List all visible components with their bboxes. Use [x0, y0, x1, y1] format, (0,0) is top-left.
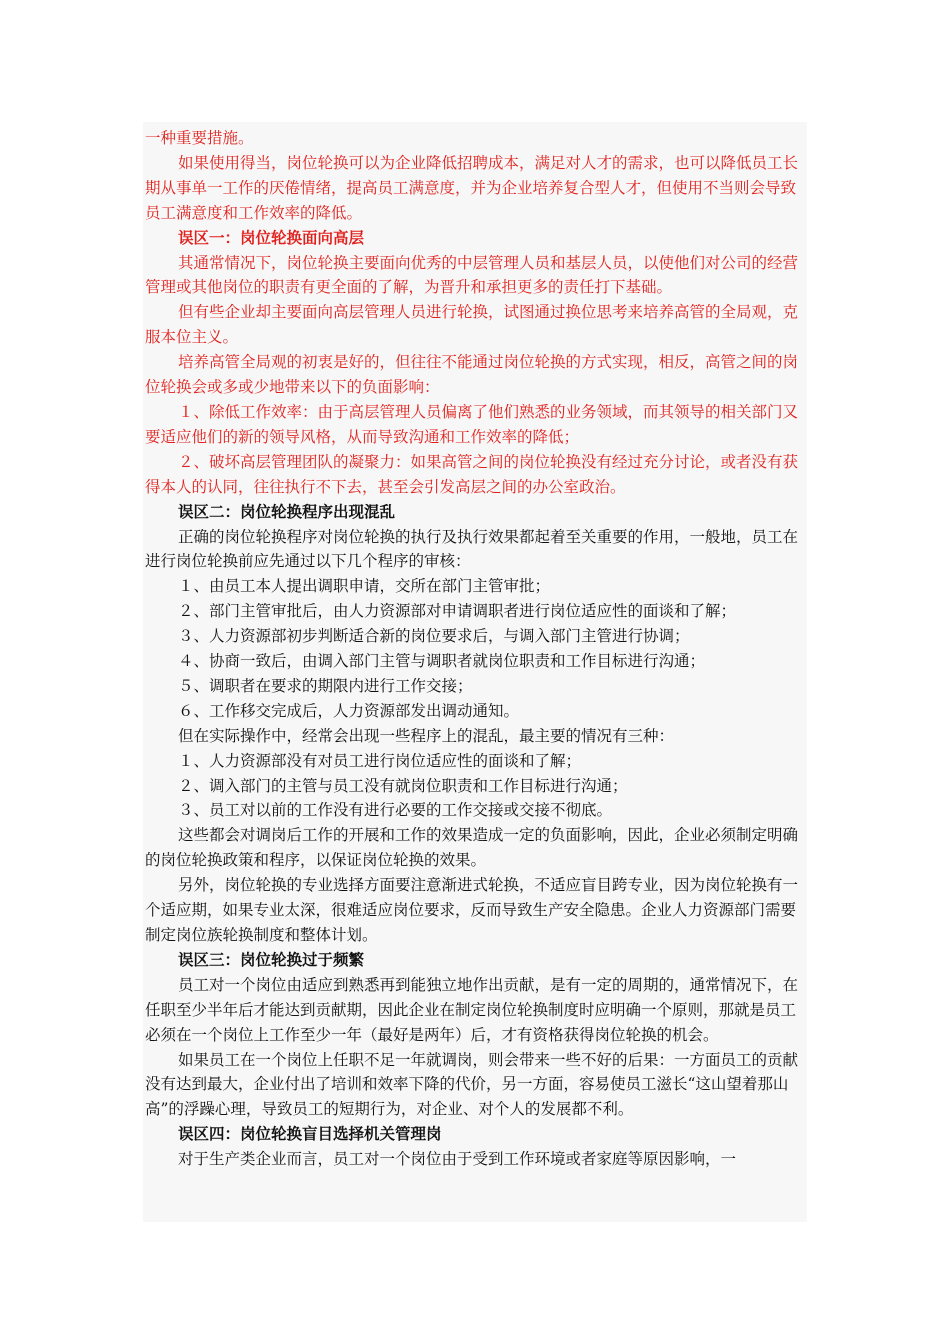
paragraph: 员工对一个岗位由适应到熟悉再到能独立地作出贡献，是有一定的周期的，通常情况下，在任职至少半年后才能达到贡献期，因此企业在制定岗位轮换制度时应明确一个原则，那就是员工必须在一个岗位上工作至少一年（最好是两年）后，才有资格获得岗位轮换的机会。	[145, 975, 799, 1044]
section-heading: 误区一：岗位轮换面向高层	[178, 227, 365, 247]
list-item: １、人力资源部没有对员工进行岗位适应性的面谈和了解；	[178, 751, 582, 770]
paragraph: 其通常情况下，岗位轮换主要面向优秀的中层管理人员和基层人员，以使他们对公司的经营管理或其他岗位的职责有更全面的了解，为晋升和承担更多的责任打下基础。	[145, 253, 799, 297]
paragraph: 正确的岗位轮换程序对岗位轮换的执行及执行效果都起着至关重要的作用，一般地，员工在进行岗位轮换前应先通过以下几个程序的审核：	[145, 527, 799, 571]
list-item: ３、人力资源部初步判断适合新的岗位要求后，与调入部门主管进行协调；	[178, 627, 690, 646]
paragraph: 培养高管全局观的初衷是好的，但往往不能通过岗位轮换的方式实现，相反，高管之间的岗位轮换会或多或少地带来以下的负面影响：	[145, 353, 799, 397]
list-item: ２、调入部门的主管与员工没有就岗位职责和工作目标进行沟通；	[178, 776, 628, 795]
paragraph: 如果员工在一个岗位上任职不足一年就调岗，则会带来一些不好的后果：一方面员工的贡献没有达到最大，企业付出了培训和效率下降的代价，另一方面，容易使员工滋长“这山望着那山高”的浮躁心理，导致员工的短期行为，对企业、对个人的发展都不利。	[145, 1050, 799, 1119]
paragraph: １、除低工作效率：由于高层管理人员偏离了他们熟悉的业务领域，而其领导的相关部门又要适应他们的新的领导风格，从而导致沟通和工作效率的降低；	[145, 402, 799, 446]
list-item: ２、部门主管审批后，由人力资源部对申请调职者进行岗位适应性的面谈和了解；	[178, 602, 737, 621]
paragraph: 但有些企业却主要面向高层管理人员进行轮换，试图通过换位思考来培养高管的全局观，克服本位主义。	[145, 303, 799, 347]
list-item: １、由员工本人提出调职申请，交所在部门主管审批；	[178, 577, 551, 596]
document-body	[145, 126, 805, 1172]
paragraph: 如果使用得当，岗位轮换可以为企业降低招聘成本，满足对人才的需求，也可以降低员工长期从事单一工作的厌倦情绪，提高员工满意度，并为企业培养复合型人才，但使用不当则会导致员工满意度和工作效率的降低。	[145, 153, 799, 222]
section-heading: 误区二：岗位轮换程序出现混乱	[178, 501, 396, 521]
list-item: ５、调职者在要求的期限内进行工作交接；	[178, 676, 473, 695]
paragraph: 另外，岗位轮换的专业选择方面要注意渐进式轮换，不适应盲目跨专业，因为岗位轮换有一个适应期，如果专业太深，很难适应岗位要求，反而导致生产安全隐患。企业人力资源部门需要制定岗位族轮换制度和整体计划。	[145, 876, 799, 944]
paragraph: 这些都会对调岗后工作的开展和工作的效果造成一定的负面影响，因此，企业必须制定明确的岗位轮换政策和程序，以保证岗位轮换的效果。	[145, 826, 799, 870]
paragraph: ２、破坏高层管理团队的凝聚力：如果高管之间的岗位轮换没有经过充分讨论，或者没有获得本人的认同，往往执行不下去，甚至会引发高层之间的办公室政治。	[145, 452, 799, 496]
list-item: ３、员工对以前的工作没有进行必要的工作交接或交接不彻底。	[178, 801, 613, 820]
paragraph: 对于生产类企业而言，员工对一个岗位由于受到工作环境或者家庭等原因影响，一	[178, 1150, 737, 1169]
paragraph: 但在实际操作中，经常会出现一些程序上的混乱，最主要的情况有三种：	[178, 726, 675, 745]
list-item: ４、协商一致后，由调入部门主管与调职者就岗位职责和工作目标进行沟通；	[178, 652, 706, 671]
section-heading: 误区三：岗位轮换过于频繁	[178, 949, 365, 969]
paragraph: 一种重要措施。	[145, 129, 254, 147]
section-heading: 误区四：岗位轮换盲目选择机关管理岗	[178, 1124, 442, 1144]
list-item: ６、工作移交完成后，人力资源部发出调动通知。	[178, 701, 520, 720]
